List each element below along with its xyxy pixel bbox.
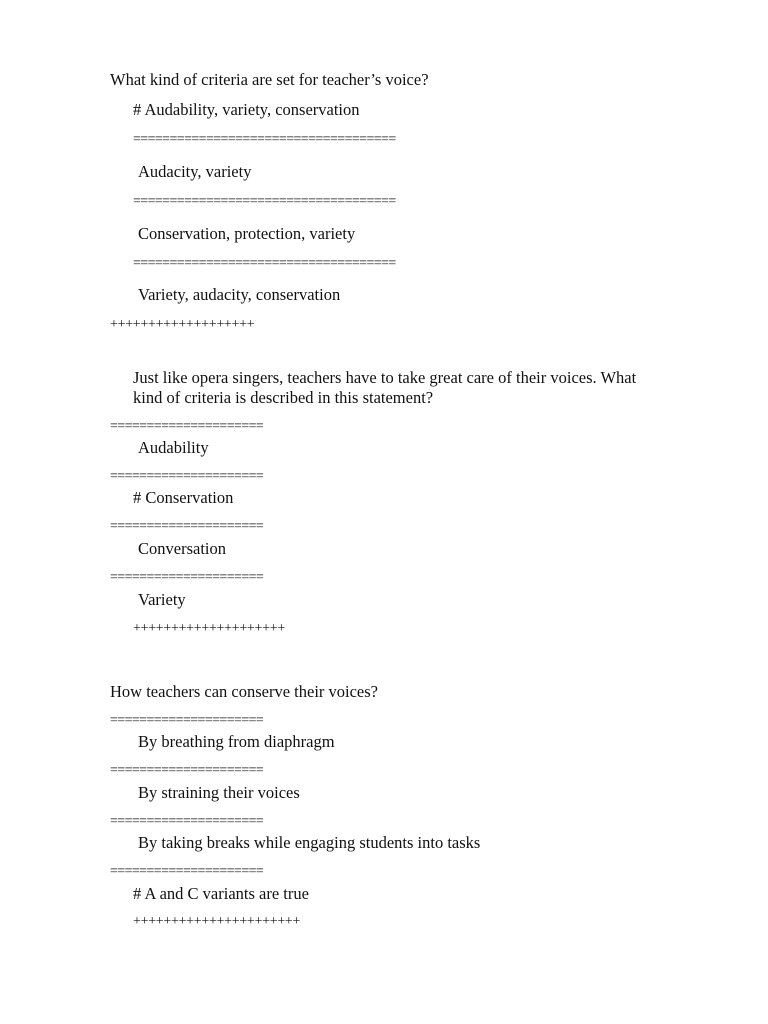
question-1-option-3: Conservation, protection, variety [138,224,356,243]
question-1-option-4: Variety, audacity, conservation [138,285,341,304]
question-3-text: How teachers can conserve their voices? [110,682,378,701]
question-3-separator-3: ===================== [110,814,264,829]
question-3-option-1: By breathing from diaphragm [138,732,335,751]
question-2-separator-1: ===================== [110,419,264,434]
question-2-text-line-1: Just like opera singers, teachers have to take great care of their voices. What [133,368,637,387]
question-2-option-1: Audability [138,438,209,457]
question-2-separator-3: ===================== [110,519,264,534]
question-3-separator-1: ===================== [110,713,264,728]
question-1-option-1: # Audability, variety, conservation [133,100,360,119]
question-2-separator-4: ===================== [110,570,264,585]
question-3-separator-2: ===================== [110,763,264,778]
question-2-text-line-2: kind of criteria is described in this statement? [133,388,434,407]
question-3-option-4: # A and C variants are true [133,884,309,903]
question-1-separator-2: ==================================== [133,194,396,209]
question-1-separator-1: ==================================== [133,132,396,147]
question-2-option-2: # Conservation [133,488,234,507]
question-1-end-marker: +++++++++++++++++++ [110,317,255,332]
question-3-separator-4: ===================== [110,864,264,879]
question-1-option-2: Audacity, variety [138,162,252,181]
question-2-option-3: Conversation [138,539,226,558]
question-3-option-2: By straining their voices [138,783,300,802]
question-2-separator-2: ===================== [110,469,264,484]
question-1-text: What kind of criteria are set for teacher’s voice? [110,70,429,89]
question-2-option-4: Variety [138,590,186,609]
question-1-separator-3: ==================================== [133,256,396,271]
question-2-end-marker: ++++++++++++++++++++ [133,621,285,636]
question-3-option-3: By taking breaks while engaging students into tasks [138,833,481,852]
question-3-end-marker: ++++++++++++++++++++++ [133,914,301,929]
